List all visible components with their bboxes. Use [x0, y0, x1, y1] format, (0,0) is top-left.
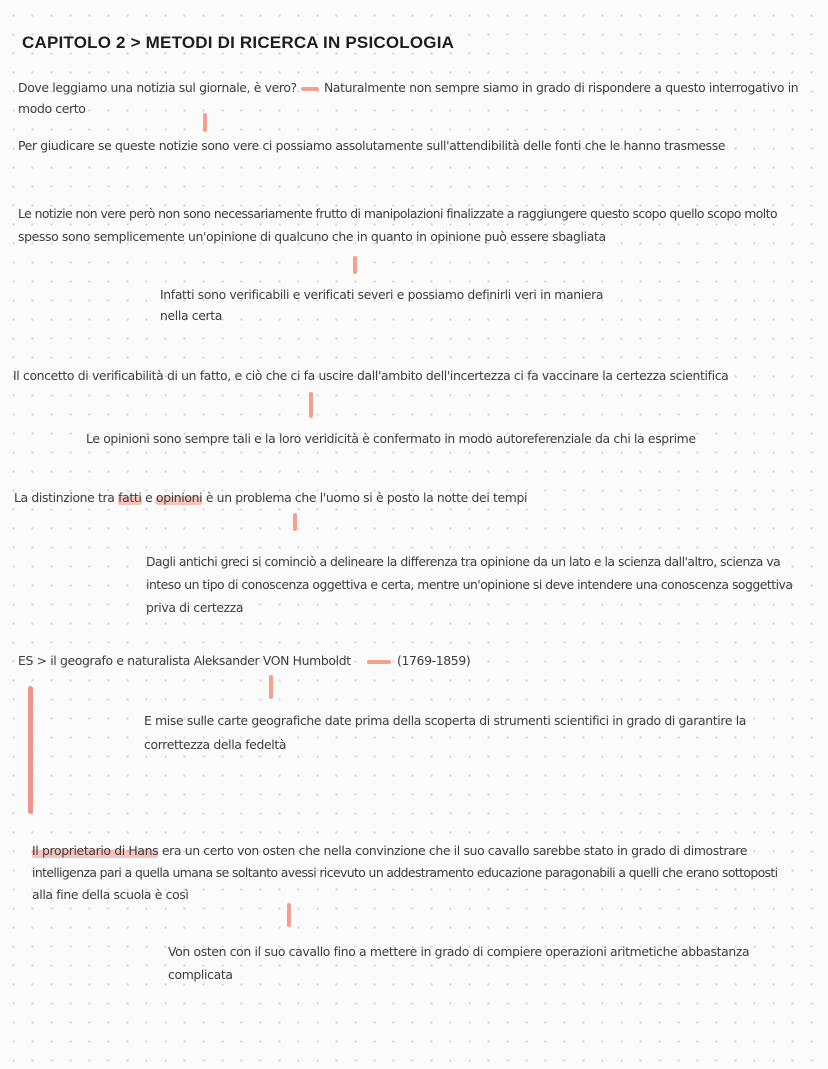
paragraph-3-line-1: Le notizie non vere però non sono necessariamente frutto di manipolazioni finalizzate a raggiungere questo scopo quello scopo molto [18, 206, 778, 221]
highlight-fatti: fatti [118, 490, 142, 505]
paragraph-10-line-2: correttezza della fedeltà [144, 737, 287, 752]
example-line: ES > il geografo e naturalista Aleksander VON Humboldt [18, 653, 351, 668]
arrow-connector [269, 675, 273, 699]
paragraph-11-line-1: Il proprietario di Hans era un certo von osten che nella convinzione che il suo cavallo sarebbe stato in grado di dimostrare [32, 843, 748, 858]
paragraph-2: Per giudicare se queste notizie sono vere ci possiamo assolutamente sull'attendibilità delle fonti che le hanno trasmesse [18, 138, 726, 153]
paragraph-8-line-2: inteso un tipo di conoscenza oggettiva e certa, mentre un'opinione si deve intendere una conoscenza soggettiva [146, 577, 793, 592]
highlight-opinioni: opinioni [155, 490, 203, 505]
paragraph-1-line-2: modo certo [18, 101, 86, 116]
paragraph-8-line-3: priva di certezza [146, 600, 244, 615]
side-marker-bar [28, 686, 33, 814]
paragraph-4-line-1: Infatti sono verificabili e verificati severi e possiamo definirli veri in maniera [160, 287, 604, 302]
arrow-connector [203, 113, 207, 132]
paragraph-7: La distinzione tra fatti e opinioni è un problema che l'uomo si è posto la notte dei tempi [14, 490, 528, 505]
dash-marker [367, 660, 391, 664]
paragraph-8-line-1: Dagli antichi greci si cominciò a delineare la differenza tra opinione da un lato e la scienza dall'altro, scienza va [146, 554, 781, 569]
paragraph-3-line-2: spesso sono semplicemente un'opinione di qualcuno che in quanto in opinione può essere sbagliata [18, 229, 606, 244]
paragraph-4-line-2: nella certa [160, 308, 223, 323]
page-title: CAPITOLO 2 > METODI DI RICERCA IN PSICOLOGIA [22, 33, 455, 52]
paragraph-12-line-2: complicata [168, 967, 233, 982]
paragraph-1-answer: Naturalmente non sempre siamo in grado di rispondere a questo interrogativo in [323, 80, 799, 95]
paragraph-6: Le opinioni sono sempre tali e la loro veridicità è confermato in modo autoreferenziale da chi la esprime [86, 431, 696, 446]
paragraph-10-line-1: E mise sulle carte geografiche date prima della scoperta di strumenti scientifici in grado di garantire la [144, 713, 747, 728]
paragraph-5: Il concetto di verificabilità di un fatto, e ciò che ci fa uscire dall'ambito dell'incertezza ci fa vaccinare la certezza scientifica [13, 368, 729, 383]
dash-marker [301, 87, 319, 91]
arrow-connector [287, 903, 291, 927]
paragraph-1-question: Dove leggiamo una notizia sul giornale, è vero? [18, 80, 297, 95]
paragraph-1-line-1 [18, 79, 820, 97]
paragraph-11-line-2: intelligenza pari a quella umana se soltanto avessi ricevuto un addestramento educazione paragonabili a quelli che erano sottoposti [32, 865, 778, 880]
paragraph-11-line-3: alla fine della scuola è così [32, 887, 189, 902]
arrow-connector [353, 256, 357, 274]
arrow-connector [309, 392, 313, 418]
highlight-proprietario-di-hans: Il proprietario di Hans [32, 843, 159, 858]
example-dates: (1769-1859) [397, 653, 471, 668]
paragraph-12-line-1: Von osten con il suo cavallo fino a mettere in grado di compiere operazioni aritmetiche abbastanza [168, 944, 750, 959]
arrow-connector [293, 513, 297, 531]
